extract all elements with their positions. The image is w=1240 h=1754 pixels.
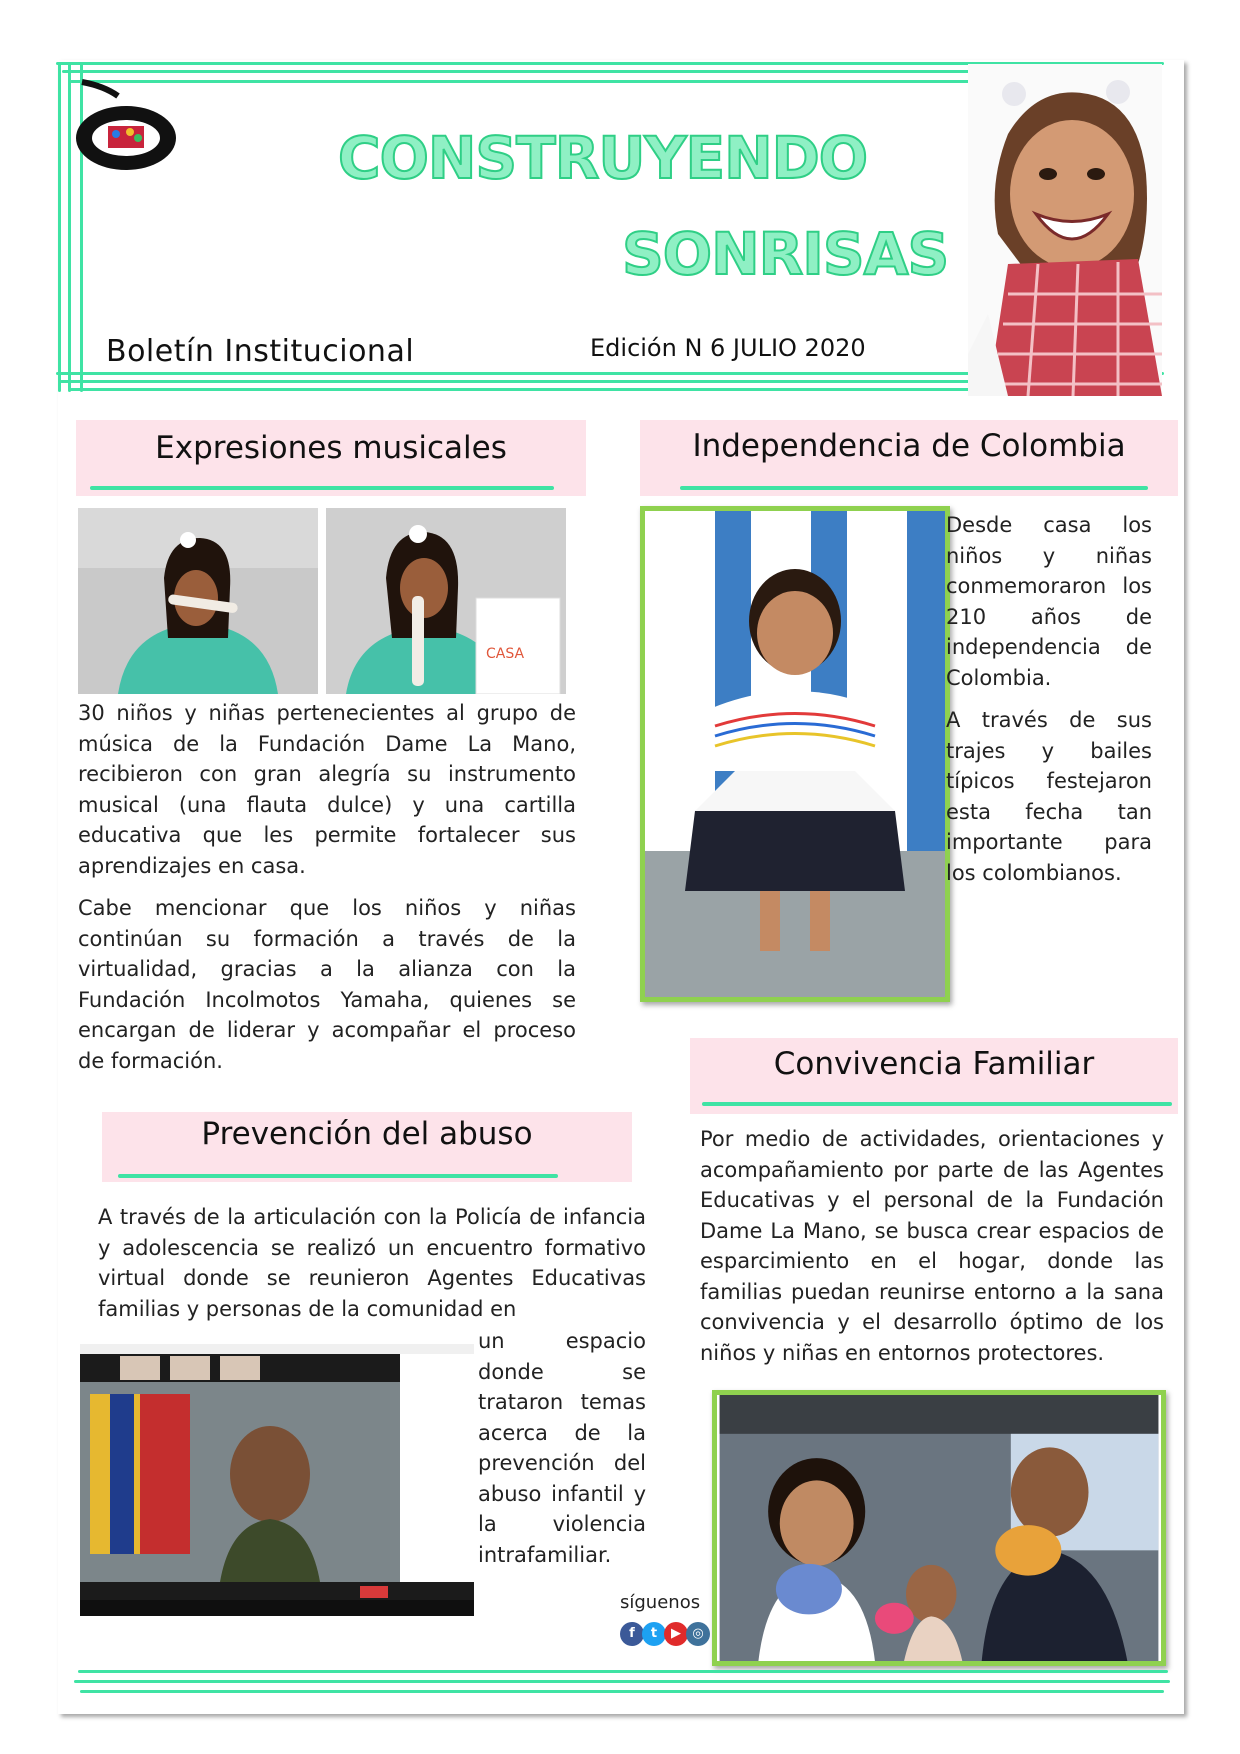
paragraph: un espacio donde se trataron temas acerca de la prevención del abuso infantil y la violencia intrafamiliar. [478,1329,646,1567]
paragraph: Por medio de actividades, orientaciones y acompañamiento por parte de las Agentes Educativas y el personal de la Fundación Dame La Mano, se busca crear espacios de esparcimiento en el hogar, donde las familias puedan reunirse entorno a la sana convivencia y el desarrollo óptimo de los niños y niñas en entornos protectores. [700,1127,1164,1365]
smiling-girl-photo [968,64,1162,396]
section-body-independencia [946,510,1152,900]
facebook-icon[interactable]: f [620,1622,644,1646]
follow-us-label: síguenos [620,1592,701,1613]
girl-in-traditional-dress-photo [640,506,950,1002]
bulletin-label: Boletín Institucional [106,334,415,369]
section-body-musicales [78,698,576,1088]
section-body-prevencion-side [478,1326,646,1582]
newsletter-title-line1: CONSTRUYENDO [338,124,868,192]
virtual-meeting-screenshot [80,1344,474,1616]
section-title-independencia: Independencia de Colombia [692,428,1126,464]
section-title-musicales: Expresiones musicales [155,430,507,466]
girl-playing-flute-photo [78,508,318,694]
instagram-icon[interactable]: ◎ [686,1622,710,1646]
section-body-prevencion-top [98,1202,646,1336]
paragraph: 30 niños y niñas pertenecientes al grupo de música de la Fundación Dame La Mano, recibieron con gran alegría su instrumento musical (una flauta dulce) y una cartilla educativa que les permite fortalecer sus aprendizajes en casa. [78,701,576,878]
section-header-convivencia [690,1038,1178,1114]
svg-text:CASA: CASA [486,646,525,662]
section-header-independencia [640,420,1178,496]
section-body-convivencia [700,1124,1164,1380]
newsletter-title-line2: SONRISAS [622,220,949,288]
edition-label: Edición N 6 JULIO 2020 [590,334,866,362]
section-header-prevencion [102,1112,632,1182]
family-painted-hands-photo [712,1390,1166,1666]
paragraph: A través de sus trajes y bailes típicos festejaron esta fecha tan importante para los colombianos. [946,708,1152,885]
paragraph: Cabe mencionar que los niños y niñas continúan su formación a través de la virtualidad, gracias a la alianza con la Fundación Incolmotos Yamaha, quienes se encargan de liderar y acompañar el proceso de formación. [78,896,576,1073]
foundation-logo [74,76,178,174]
section-title-prevencion: Prevención del abuso [201,1116,533,1152]
youtube-icon[interactable]: ▶ [664,1622,688,1646]
paragraph: A través de la articulación con la Policía de infancia y adolescencia se realizó un encuentro formativo virtual donde se reunieron Agentes Educativas familias y personas de la comunidad en [98,1205,646,1321]
section-title-convivencia: Convivencia Familiar [773,1046,1095,1082]
girl-with-flute-and-booklet-photo [326,508,566,694]
section-header-musicales [76,420,586,496]
twitter-icon[interactable]: t [642,1622,666,1646]
paragraph: Desde casa los niños y niñas conmemoraron los 210 años de independencia de Colombia. [946,513,1152,690]
